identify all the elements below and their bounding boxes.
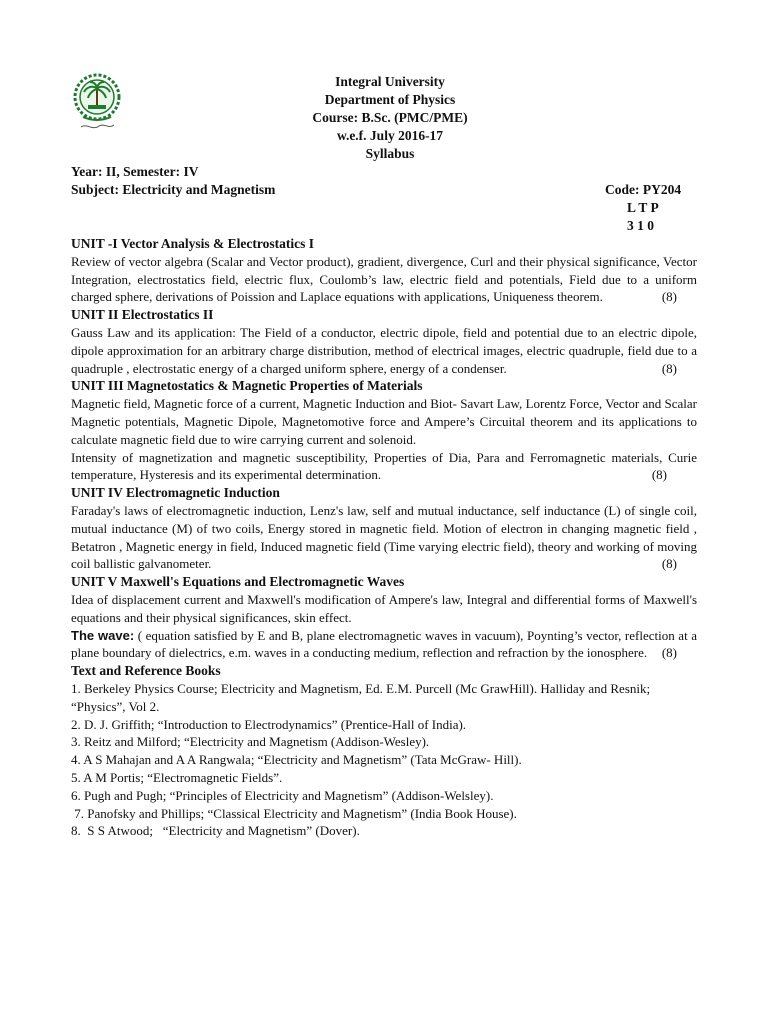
book-list (71, 680, 697, 840)
unit-description: Faraday's laws of electromagnetic induction, Lenz's law, self and mutual inductance, self inductance (L) of single coil, mutual inductance (M) of two coils, Energy stored in magnetic field. Motion of electron in changing magnetic field , Betatron , Magnetic energy in field, Induced magnetic field (Time varying electric field), theory and working of moving coil ballistic galvanometer. (8) (71, 502, 697, 572)
book-item: 5. A M Portis; “Electromagnetic Fields”. (71, 769, 283, 785)
department-name: Department of Physics (324, 92, 456, 107)
book-item: 2. D. J. Griffith; “Introduction to Electrodynamics” (Prentice-Hall of India). (71, 716, 467, 732)
document-header (160, 73, 620, 163)
unit-description: Gauss Law and its application: The Field of a conductor, electric dipole, field and potential due to an electric dipole, dipole approximation for an arbitrary charge distribution, method of electrical images, electric quadruple, field due to a quadruple , electrostatic energy of a charged uniform sphere, energy of a condenser. (8) (71, 324, 697, 376)
effective-date: w.e.f. July 2016-17 (336, 128, 444, 143)
unit-hours: (8) (651, 467, 667, 483)
document-title: Syllabus (365, 146, 415, 161)
unit-hours: (8) (661, 360, 677, 376)
subject: Subject: Electricity and Magnetism (71, 182, 276, 197)
book-item: 3. Reitz and Milford; “Electricity and Magnetism (Addison-Wesley). (71, 734, 430, 750)
unit-2 (71, 306, 697, 377)
unit-description: Idea of displacement current and Maxwell's modification of Ampere's law, Integral and differential forms of Maxwell's equations and their physical significances, skin effect. (71, 591, 697, 625)
ltp-labels: L T P (627, 200, 659, 215)
course-code: Code: PY204 (605, 182, 682, 197)
book-item: 8. S S Atwood; “Electricity and Magnetism” (Dover). (71, 823, 360, 839)
ltp-values: 3 1 0 (627, 218, 654, 233)
year-semester: Year: II, Semester: IV (71, 164, 199, 179)
course-meta (71, 163, 697, 235)
unit-title: UNIT -I Vector Analysis & Electrostatics I (71, 236, 314, 251)
unit-description: Review of vector algebra (Scalar and Vector product), gradient, divergence, Curl and their physical significance, Vector Integration, electrostatics field, electric flux, Coulomb’s law, electric field and potentials, Field due to a uniform charged sphere, derivations of Poission and Laplace equations with applications, Uniqueness theorem. (8) (71, 253, 697, 305)
unit-hours: (8) (661, 645, 677, 661)
course-name: Course: B.Sc. (PMC/PME) (312, 110, 468, 125)
book-item: 4. A S Mahajan and A A Rangwala; “Electricity and Magnetism” (Tata McGraw- Hill). (71, 752, 522, 768)
syllabus-content (71, 235, 697, 840)
unit-hours: (8) (661, 289, 677, 305)
unit-5 (71, 573, 697, 662)
unit-title: UNIT V Maxwell's Equations and Electromagnetic Waves (71, 574, 405, 590)
books-title: Text and Reference Books (71, 663, 221, 679)
unit-description: Magnetic field, Magnetic force of a current, Magnetic Induction and Biot- Savart Law, Lorentz Force, Vector and Scalar Magnetic potentials, Magnetic Dipole, Magnetomotive force and Ampere’s Circuital theorem and its applications to calculate magnetic field due to wire carrying current and solenoid. (71, 396, 697, 447)
unit-3 (71, 377, 697, 484)
book-item: 7. Panofsky and Phillips; “Classical Electricity and Magnetism” (India Book House). (71, 805, 517, 821)
book-item: 6. Pugh and Pugh; “Principles of Electricity and Magnetism” (Addison-Welsley). (71, 787, 494, 803)
university-name: Integral University (335, 74, 445, 89)
unit-title: UNIT II Electrostatics II (71, 307, 214, 323)
wave-label: The wave: (71, 627, 135, 643)
unit-title: UNIT IV Electromagnetic Induction (71, 485, 280, 501)
unit-hours: (8) (661, 556, 677, 572)
university-crest-icon (73, 73, 121, 133)
unit-1 (71, 235, 697, 306)
unit-description-2: The wave: ( equation satisfied by E and B, plane electromagnetic waves in vacuum), Poynting’s vector, reflection at a plane boundary of dielectrics, e.m. waves in a conducting medium, reflection and refraction by the ionosphere. (8) (71, 627, 698, 661)
unit-description-2: Intensity of magnetization and magnetic susceptibility, Properties of Dia, Para and Ferromagnetic materials, Curie temperature, Hysteresis and its experimental determination. (8) (71, 449, 697, 483)
unit-4 (71, 484, 697, 573)
book-item: 1. Berkeley Physics Course; Electricity and Magnetism, Ed. E.M. Purcell (Mc GrawHill). Halliday and Resnik; “Physics”, Vol 2. (71, 680, 651, 714)
unit-title: UNIT III Magnetostatics & Magnetic Properties of Materials (71, 378, 423, 394)
